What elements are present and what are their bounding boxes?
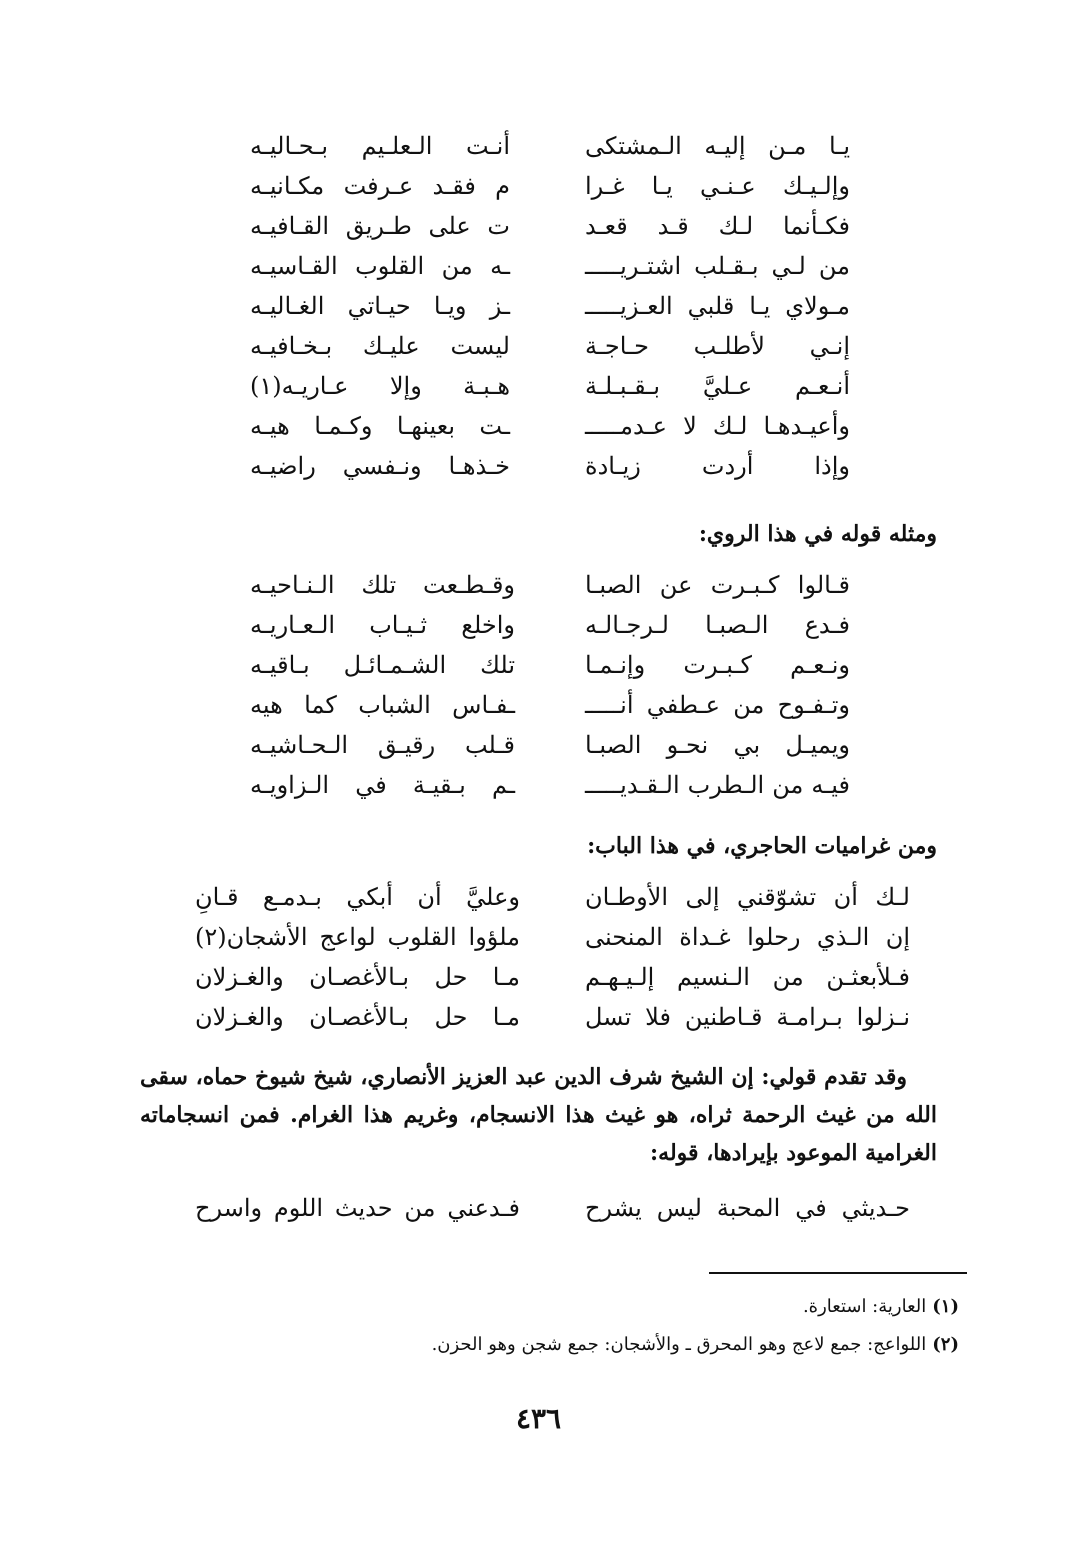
- verse: [195, 1188, 910, 1228]
- verse: [250, 446, 850, 486]
- verse-first-hemistich: وإذا أردت زيـادة: [585, 452, 850, 480]
- verse: [250, 246, 850, 286]
- verse-second-hemistich: ملؤوا القلوب لواعج الأشجان(٢): [195, 923, 520, 951]
- verse-first-hemistich: وتـفـوح من عـطفي أنـــــ: [585, 691, 850, 719]
- verse-second-hemistich: مـا حل بـالأغصـان والغـزلان: [195, 963, 520, 991]
- footnote-text: اللواعج: جمع لاعج وهو المحرق ـ والأشجان: جمع شجن وهو الحزن.: [431, 1334, 927, 1355]
- verse: [195, 917, 910, 957]
- footnote-text: العارية: استعارة.: [802, 1296, 927, 1317]
- verse-first-hemistich: ونـعـم كـبـرت وإنـمـا: [585, 651, 850, 679]
- verse-first-hemistich: نـزلوا بـرامـة قـاطنين فلا تسل: [585, 1003, 910, 1031]
- verse-second-hemistich: خـذهـا ونـفسي راضيـه: [250, 452, 510, 480]
- verse-first-hemistich: فيـه من الـطرب الـقـديـــــ: [585, 771, 850, 799]
- verse: [250, 565, 850, 605]
- verse-second-hemistich: فـدعني من حديث اللوم واسرح: [195, 1194, 520, 1222]
- verse-first-hemistich: إن الـذي رحلوا غـداة المنحنى: [585, 923, 910, 951]
- poem-block-4: [195, 1188, 910, 1228]
- verse-first-hemistich: فكـأنما لـك قـد قعـد: [585, 212, 850, 240]
- poem-introduction: ومثله قوله في هذا الروي:: [698, 521, 937, 547]
- prose-paragraph: وقد تقدم قولي: إن الشيخ شرف الدين عبد العزيز الأنصاري، شيخ شيوخ حماه، سقى الله من غيث الرحمة ثراه، هو غيث هذا الانسجام، وغريم هذا الغرام. فمن انسجاماته الغرامية الموعود بإيرادها، قوله:: [140, 1064, 937, 1166]
- verse: [250, 725, 850, 765]
- verse-first-hemistich: فـدع الـصبـا لـرجـالـه: [585, 611, 850, 639]
- verse-second-hemistich: ـم بـقيـة في الـزاويـه: [250, 771, 515, 799]
- verse-second-hemistich: ـفـاس الشباب كما هيه: [250, 691, 515, 719]
- page-number: ٤٣٦: [515, 1402, 562, 1435]
- verse-first-hemistich: إنـي لأطلـب حـاجـة: [585, 332, 850, 360]
- footnote: [140, 1288, 959, 1326]
- poem-block-2: [250, 565, 850, 805]
- verse: [250, 166, 850, 206]
- poem-block-1: [250, 126, 850, 486]
- verse-first-hemistich: قـالوا كـبـرت عن الصبـا: [585, 571, 850, 599]
- verse-second-hemistich: وعليَّ أن أبكي بـدمـع قـانِ: [195, 883, 520, 911]
- verse-first-hemistich: ويميـل بي نحـو الصبـا: [585, 731, 850, 759]
- verse: [250, 366, 850, 406]
- verse-second-hemistich: تلك الشـمـائـل بـاقيـه: [250, 651, 515, 679]
- verse: [195, 877, 910, 917]
- footnote: [140, 1326, 959, 1364]
- verse: [195, 957, 910, 997]
- verse: [250, 126, 850, 166]
- verse: [250, 645, 850, 685]
- verse-second-hemistich: م فقـد عـرفت مكـانيـه: [250, 172, 510, 200]
- verse-second-hemistich: قـلب رقيـق الـحـاشيـه: [250, 731, 515, 759]
- verse-second-hemistich: وقـطـعت تلك الـنـاحيـه: [250, 571, 515, 599]
- verse-first-hemistich: وإلـيـك عـنـي يـا غـرا: [585, 172, 850, 200]
- verse-first-hemistich: حـديثي في المحبة ليس يشرح: [585, 1194, 910, 1222]
- verse-second-hemistich: ليست عليـك بـخـافيـه: [250, 332, 510, 360]
- verse: [250, 286, 850, 326]
- verse-second-hemistich: مـا حل بـالأغصـان والغـزلان: [195, 1003, 520, 1031]
- verse-second-hemistich: ت على طـريق القـافيـه: [250, 212, 510, 240]
- verse-second-hemistich: هـبـة وإلا عـاريـه(١): [250, 372, 510, 400]
- verse-second-hemistich: واخلع ثـيـاب الـعـاريـه: [250, 611, 515, 639]
- verse: [250, 605, 850, 645]
- verse-first-hemistich: من لـي بـقـلب اشتـريـــــ: [585, 252, 850, 280]
- verse: [250, 685, 850, 725]
- verse-second-hemistich: ـز ويـا حيـاتي الغـاليـه: [250, 292, 510, 320]
- verse-second-hemistich: ـه من القلوب القـاسيـه: [250, 252, 510, 280]
- verse-first-hemistich: فـلأبعثـن من الـنسيم إلـيـهـم: [585, 963, 910, 991]
- verse-first-hemistich: وأعيـدهـا لـك لا عـدمـــــ: [585, 412, 850, 440]
- verse-first-hemistich: أنـعـم عـليَّ بـقـبـلـة: [585, 372, 850, 400]
- footnotes: [140, 1288, 959, 1364]
- verse-first-hemistich: يـا مـن إليـه الـمشتكى: [585, 132, 850, 160]
- verse-first-hemistich: لـك أن تشوّقني إلى الأوطـان: [585, 883, 910, 911]
- poem-introduction: ومن غراميات الحاجري، في هذا الباب:: [587, 833, 937, 859]
- verse: [250, 765, 850, 805]
- verse-first-hemistich: مـولاي يـا قلبي العـزيـــــ: [585, 292, 850, 320]
- footnote-number: (٢): [932, 1334, 959, 1355]
- footnote-separator: [709, 1272, 967, 1274]
- verse: [250, 206, 850, 246]
- verse-second-hemistich: ـت بعينهـا وكـمـا هيـه: [250, 412, 510, 440]
- verse: [195, 997, 910, 1037]
- poem-block-3: [195, 877, 910, 1037]
- footnote-number: (١): [932, 1296, 959, 1317]
- verse: [250, 326, 850, 366]
- verse-second-hemistich: أنـت الـعلـيم بـحـاليـه: [250, 132, 510, 160]
- verse: [250, 406, 850, 446]
